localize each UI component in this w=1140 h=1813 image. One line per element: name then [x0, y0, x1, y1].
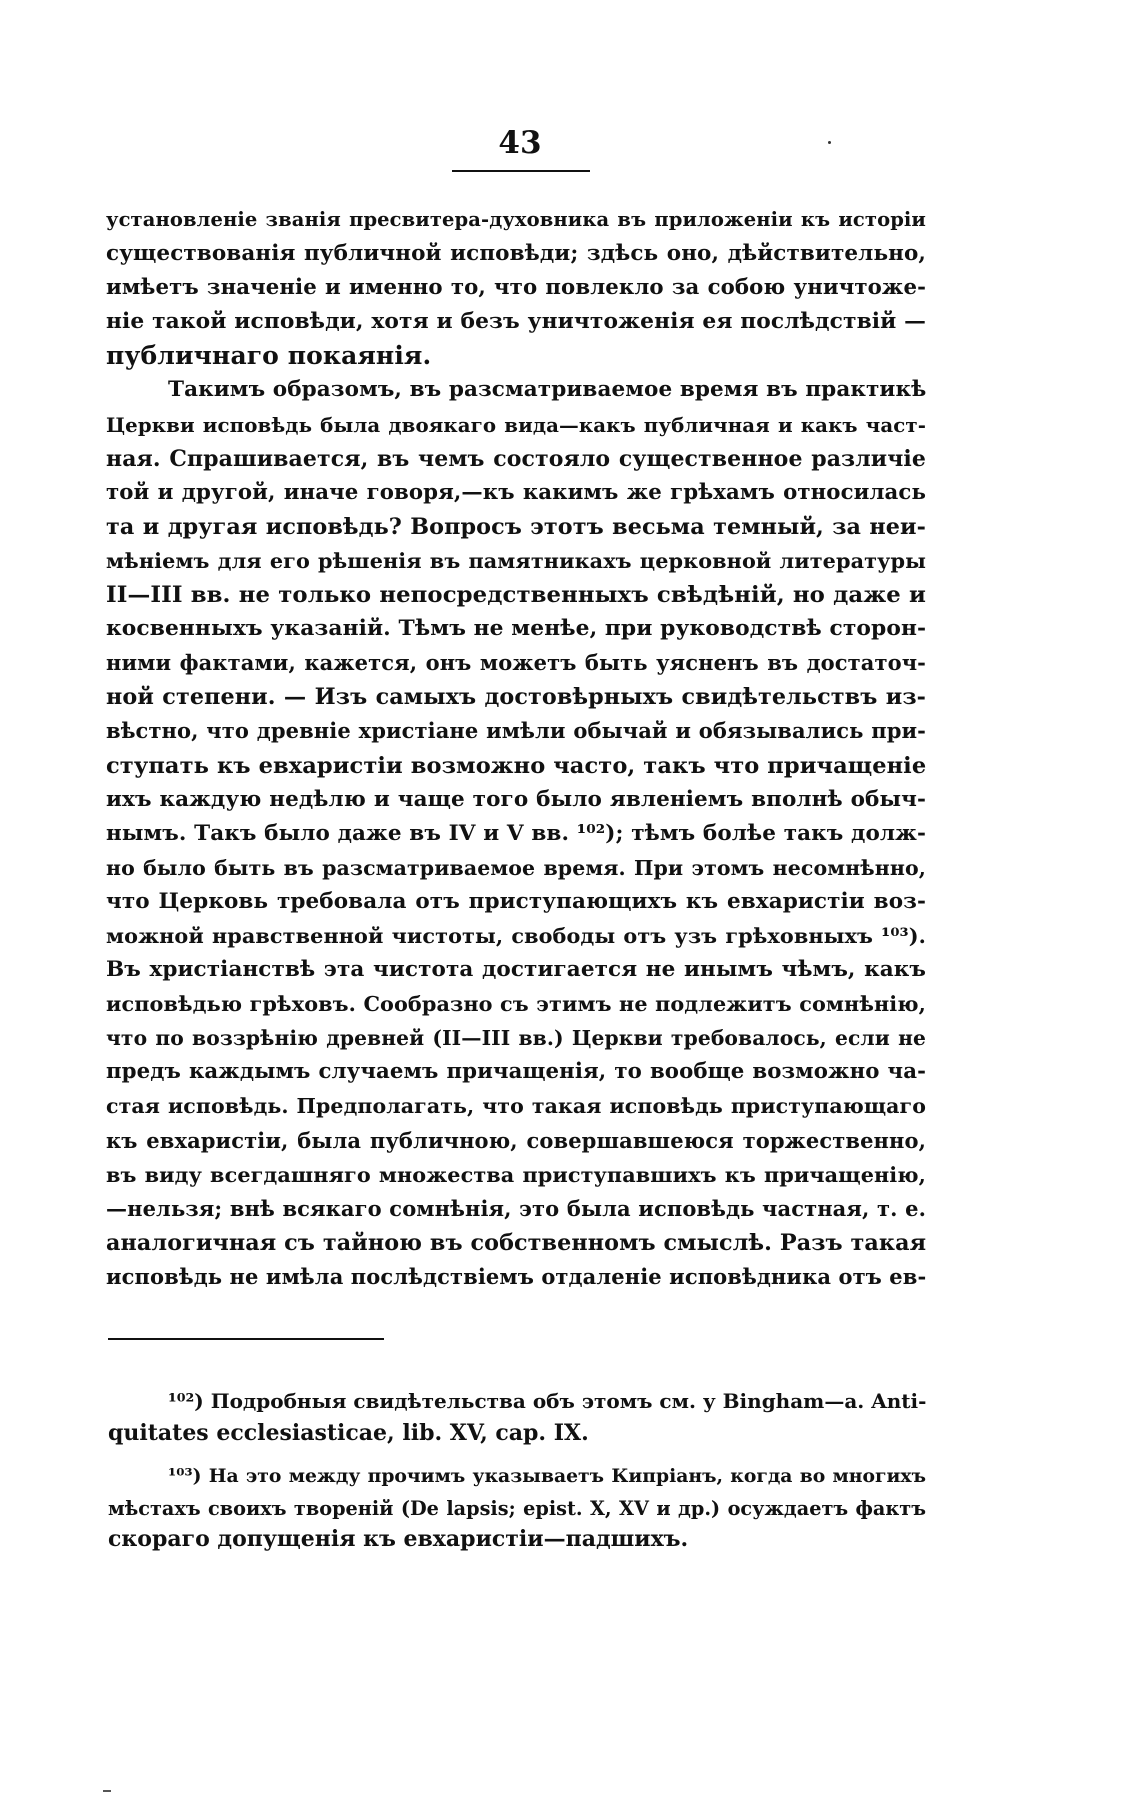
page-number: 43 — [498, 125, 542, 161]
print-speck — [103, 1790, 111, 1792]
text-line: что Церковь требовала отъ приступающихъ къ евхаристіи воз- — [106, 888, 926, 914]
text-line: та и другая исповѣдь? Вопросъ этотъ весьма темный, за неи- — [106, 513, 926, 540]
text-line: публичнаго покаянія. — [106, 341, 432, 371]
text-line: ной степени. — Изъ самыхъ достовѣрныхъ свидѣтельствъ из- — [106, 684, 926, 711]
text-line: мѣніемъ для его рѣшенія въ памятникахъ церковной литературы — [106, 548, 926, 573]
footnote-line: мѣстахъ своихъ твореній (De lapsis; epist. X, XV и др.) осуждаетъ фактъ — [108, 1496, 926, 1520]
text-line: нымъ. Такъ было даже въ IV и V вв. ¹⁰²); тѣмъ болѣе такъ долж- — [106, 820, 926, 846]
text-line: Церкви исповѣдь была двоякаго вида—какъ публичная и какъ част- — [106, 412, 926, 437]
footnote-103 — [108, 1461, 926, 1556]
text-line: установленіе званія пресвитера-духовника въ приложеніи къ исторіи — [106, 208, 926, 231]
text-line: вѣстно, что древніе христіане имѣли обычай и обязывались при- — [106, 718, 926, 744]
footnote-separator — [108, 1338, 384, 1340]
text-line: исповѣдью грѣховъ. Сообразно съ этимъ не подлежитъ сомнѣнію, — [106, 992, 926, 1017]
text-line: Въ христіанствѣ эта чистота достигается не инымъ чѣмъ, какъ — [106, 957, 926, 983]
footnote-102 — [108, 1386, 926, 1449]
footnote-line: ¹⁰³) На это между прочимъ указываетъ Кипріанъ, когда во многихъ — [168, 1465, 926, 1487]
page-number-rule — [452, 170, 590, 172]
text-line: но было быть въ разсматриваемое время. При этомъ несомнѣнно, — [106, 855, 926, 880]
text-line: той и другой, иначе говоря,—къ какимъ же грѣхамъ относилась — [106, 479, 926, 505]
text-line: косвенныхъ указаній. Тѣмъ не менѣе, при руководствѣ сторон- — [106, 616, 927, 642]
text-line: имѣетъ значеніе и именно то, что повлекло за собою уничтоже- — [106, 275, 926, 301]
text-line: что по воззрѣнію древней (II—III вв.) Церкви требовалось, если не — [106, 1026, 926, 1051]
text-line: ная. Спрашивается, въ чемъ состояло существенное различіе — [106, 445, 926, 472]
text-line: въ виду всегдашняго множества приступавшихъ къ причащенію, — [106, 1162, 926, 1187]
text-line: ними фактами, кажется, онъ можетъ быть уясненъ въ достаточ- — [106, 650, 926, 676]
text-line: ступать къ евхаристіи возможно часто, такъ что причащеніе — [106, 752, 927, 779]
text-line: исповѣдь не имѣла послѣдствіемъ отдаленіе исповѣдника отъ ев- — [106, 1263, 927, 1289]
footnote-line: ¹⁰²) Подробныя свидѣтельства объ этомъ см. у Bingham—a. Anti- — [168, 1389, 927, 1413]
footnotes — [108, 1386, 926, 1556]
text-line: аналогичная съ тайною въ собственномъ смыслѣ. Разъ такая — [106, 1229, 927, 1256]
text-line: II—III вв. не только непосредственныхъ свѣдѣній, но даже и — [106, 582, 926, 609]
text-line: предъ каждымъ случаемъ причащенія, то вообще возможно ча- — [106, 1059, 926, 1085]
text-line: къ евхаристіи, была публичною, совершавшеюся торжественно, — [106, 1127, 926, 1153]
text-line: существованія публичной исповѣди; здѣсь оно, дѣйствительно, — [106, 241, 926, 267]
text-line: можной нравственной чистоты, свободы отъ узъ грѣховныхъ ¹⁰³). — [106, 923, 926, 948]
text-line: Такимъ образомъ, въ разсматриваемое время въ практикѣ — [168, 377, 927, 403]
text-line: стая исповѣдь. Предполагать, что такая исповѣдь приступающаго — [106, 1094, 926, 1119]
footnote-line: скораго допущенія къ евхаристіи—падшихъ. — [108, 1526, 689, 1552]
print-speck — [828, 141, 831, 144]
text-line: ихъ каждую недѣлю и чаще того было явленіемъ вполнѣ обыч- — [106, 786, 926, 812]
text-line: ніе такой исповѣди, хотя и безъ уничтоженія ея послѣдствій — — [106, 309, 926, 335]
body-text — [106, 203, 926, 1294]
text-line: —нельзя; внѣ всякаго сомнѣнія, это была исповѣдь частная, т. е. — [106, 1195, 926, 1221]
footnote-line: quitates ecclesiasticae, lib. XV, cap. IX. — [108, 1419, 589, 1446]
